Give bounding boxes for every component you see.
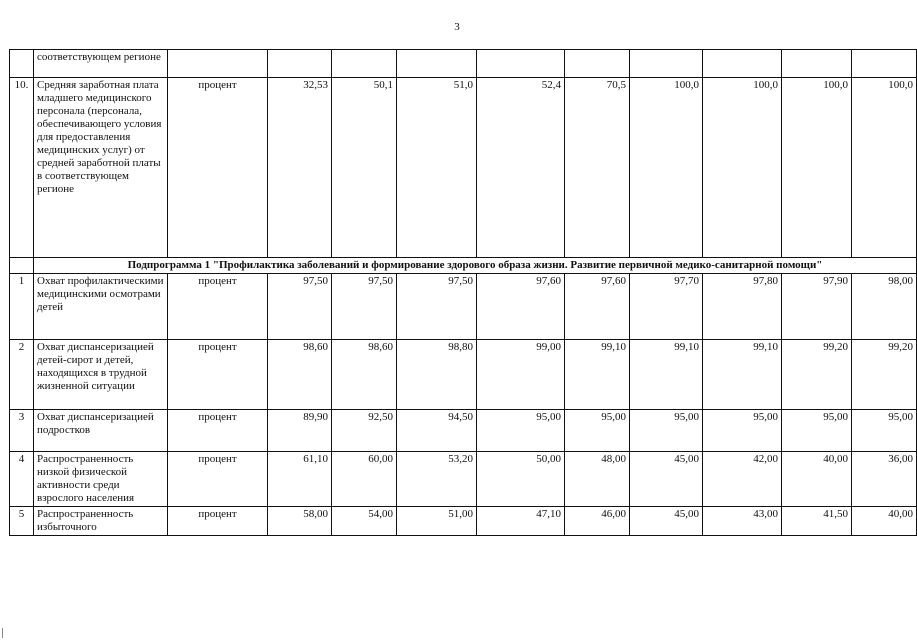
row-number-cell: 2 [10, 340, 34, 410]
row-number-cell: 3 [10, 410, 34, 452]
value-cell: 40,00 [782, 452, 852, 507]
value-cell: 48,00 [565, 452, 630, 507]
value-cell: 89,90 [268, 410, 332, 452]
value-cell: 100,0 [703, 78, 782, 258]
value-cell: 41,50 [782, 507, 852, 536]
unit-cell: процент [168, 340, 268, 410]
value-cell: 36,00 [852, 452, 917, 507]
value-cell: 99,20 [782, 340, 852, 410]
value-cell: 98,00 [852, 274, 917, 340]
value-cell: 99,00 [477, 340, 565, 410]
value-cell: 97,60 [477, 274, 565, 340]
value-cell: 60,00 [332, 452, 397, 507]
table-row [10, 340, 917, 410]
value-cell: 97,50 [268, 274, 332, 340]
section-header-row [10, 258, 917, 274]
value-cell: 47,10 [477, 507, 565, 536]
table-row [10, 410, 917, 452]
value-cell: 95,00 [703, 410, 782, 452]
unit-cell: процент [168, 78, 268, 258]
value-cell: 92,50 [332, 410, 397, 452]
value-cell: 45,00 [630, 452, 703, 507]
row-number-cell: 4 [10, 452, 34, 507]
value-cell: 100,0 [852, 78, 917, 258]
value-cell: 98,60 [268, 340, 332, 410]
empty-cell [477, 50, 565, 78]
row-number-cell: 5 [10, 507, 34, 536]
value-cell: 99,10 [703, 340, 782, 410]
table-row [10, 452, 917, 507]
value-cell: 50,1 [332, 78, 397, 258]
value-cell: 97,50 [332, 274, 397, 340]
value-cell: 43,00 [703, 507, 782, 536]
row-number-cell: 1 [10, 274, 34, 340]
table-row [10, 507, 917, 536]
table-row [10, 274, 917, 340]
unit-cell: процент [168, 452, 268, 507]
value-cell: 98,60 [332, 340, 397, 410]
value-cell: 95,00 [565, 410, 630, 452]
empty-cell [703, 50, 782, 78]
unit-cell: процент [168, 274, 268, 340]
value-cell: 45,00 [630, 507, 703, 536]
indicator-name-cell: Распространенность избыточного [34, 507, 168, 536]
empty-cell [332, 50, 397, 78]
empty-cell [852, 50, 917, 78]
value-cell: 95,00 [782, 410, 852, 452]
value-cell: 53,20 [397, 452, 477, 507]
section-title: Подпрограмма 1 "Профилактика заболеваний и формирование здорового образа жизни. Развитие первичной медико-санитарной помощи" [34, 258, 917, 274]
value-cell: 51,00 [397, 507, 477, 536]
value-cell: 46,00 [565, 507, 630, 536]
section-number-cell [10, 258, 34, 274]
value-cell: 51,0 [397, 78, 477, 258]
empty-cell [268, 50, 332, 78]
value-cell: 97,80 [703, 274, 782, 340]
value-cell: 97,90 [782, 274, 852, 340]
empty-cell [397, 50, 477, 78]
indicator-name-cell: Средняя заработная плата младшего медицинского персонала (персонала, обеспечивающего условия для предоставления медицинских услуг) от средней заработной платы в соответствующем регионе [34, 78, 168, 258]
value-cell: 70,5 [565, 78, 630, 258]
unit-cell: процент [168, 410, 268, 452]
value-cell: 97,60 [565, 274, 630, 340]
value-cell: 52,4 [477, 78, 565, 258]
value-cell: 95,00 [630, 410, 703, 452]
indicator-name-cell: Охват диспансеризацией детей-сирот и детей, находящихся в трудной жизненной ситуации [34, 340, 168, 410]
row-number-cell [10, 50, 34, 78]
value-cell: 100,0 [630, 78, 703, 258]
value-cell: 99,10 [565, 340, 630, 410]
value-cell: 32,53 [268, 78, 332, 258]
value-cell: 99,20 [852, 340, 917, 410]
indicators-table [9, 49, 917, 536]
empty-cell [630, 50, 703, 78]
value-cell: 61,10 [268, 452, 332, 507]
value-cell: 97,50 [397, 274, 477, 340]
unit-cell: процент [168, 507, 268, 536]
page-number: 3 [454, 21, 460, 33]
value-cell: 100,0 [782, 78, 852, 258]
value-cell: 42,00 [703, 452, 782, 507]
table-row-carry-over [10, 50, 917, 78]
value-cell: 98,80 [397, 340, 477, 410]
indicator-name-cell: Охват профилактическими медицинскими осмотрами детей [34, 274, 168, 340]
indicator-name-cell: Охват диспансеризацией подростков [34, 410, 168, 452]
row-number-cell: 10. [10, 78, 34, 258]
value-cell: 40,00 [852, 507, 917, 536]
empty-cell [168, 50, 268, 78]
value-cell: 97,70 [630, 274, 703, 340]
value-cell: 95,00 [852, 410, 917, 452]
empty-cell [565, 50, 630, 78]
value-cell: 58,00 [268, 507, 332, 536]
value-cell: 95,00 [477, 410, 565, 452]
value-cell: 50,00 [477, 452, 565, 507]
value-cell: 54,00 [332, 507, 397, 536]
empty-cell [782, 50, 852, 78]
value-cell: 94,50 [397, 410, 477, 452]
value-cell: 99,10 [630, 340, 703, 410]
indicator-name-cell: Распространенность низкой физической активности среди взрослого населения [34, 452, 168, 507]
scan-edge-mark [2, 628, 3, 638]
table-row [10, 78, 917, 258]
indicator-name-cell: соответствующем регионе [34, 50, 168, 78]
